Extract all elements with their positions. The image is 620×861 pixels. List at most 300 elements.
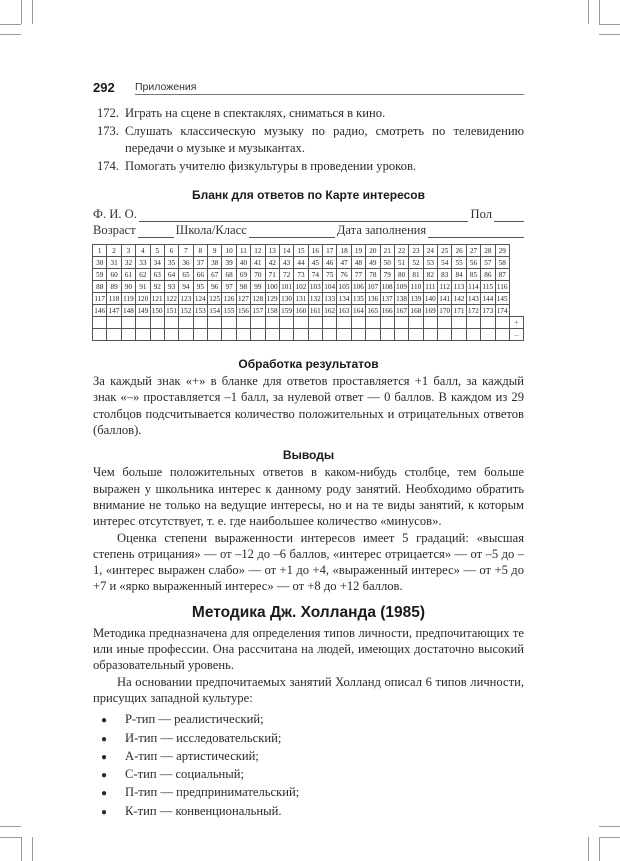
sex-field[interactable] [494, 209, 524, 222]
grid-cell-number: 173 [482, 306, 494, 315]
grid-row [93, 305, 524, 317]
grid-cell-number: 95 [193, 281, 207, 293]
grid-row-plus [93, 317, 524, 329]
grid-spacer [509, 269, 523, 281]
grid-spacer [509, 281, 523, 293]
grid-answer-cell[interactable] [294, 317, 308, 329]
minus-sign-label: – [509, 329, 523, 341]
grid-cell-number: 46 [323, 257, 337, 269]
grid-cell-number: 65 [179, 269, 193, 281]
grid-cell-number: 72 [279, 269, 293, 281]
grid-cell-number: 12 [251, 245, 265, 257]
grid-cell-number: 133 [324, 294, 336, 303]
grid-cell-number: 160 [295, 306, 307, 315]
grid-answer-cell[interactable] [107, 329, 121, 341]
grid-cell-number: 1 [93, 245, 107, 257]
grid-cell-number: 147 [108, 306, 120, 315]
grid-answer-cell[interactable] [193, 317, 207, 329]
grid-cell-number: 71 [265, 269, 279, 281]
grid-cell-number: 143 [468, 294, 479, 303]
grid-cell-number: 74 [308, 269, 322, 281]
grid-cell-number: 121 [151, 294, 163, 303]
grid-cell-number: 84 [452, 269, 466, 281]
grid-cell-number: 87 [495, 269, 509, 281]
holland-types-list [93, 711, 524, 821]
bullet-icon: ● [101, 715, 108, 727]
grid-cell-number: 171 [453, 306, 465, 315]
grid-answer-cell[interactable] [308, 317, 322, 329]
item-number: 173. [96, 124, 119, 139]
grid-cell-number: 174 [496, 306, 508, 315]
grid-answer-cell[interactable] [481, 317, 495, 329]
grid-cell-number: 63 [150, 269, 164, 281]
grid-cell-number: 90 [121, 281, 135, 293]
grid-answer-cell[interactable] [222, 329, 236, 341]
grid-cell-number: 153 [194, 306, 206, 315]
grid-cell-number: 26 [452, 245, 466, 257]
grid-cell-number: 102 [295, 282, 307, 291]
grid-cell-number: 113 [453, 282, 465, 291]
grid-cell-number: 68 [222, 269, 236, 281]
list-item [93, 803, 524, 821]
grid-cell-number: 28 [481, 245, 495, 257]
running-title: Приложения [135, 81, 197, 93]
grid-cell-number: 115 [482, 282, 494, 291]
list-item [93, 748, 524, 766]
grid-cell-number: 75 [323, 269, 337, 281]
grid-cell-number: 146 [94, 306, 106, 315]
grid-cell-number: 60 [107, 269, 121, 281]
grid-answer-cell[interactable] [380, 329, 394, 341]
grid-cell-number: 105 [338, 282, 350, 291]
grid-answer-cell[interactable] [366, 317, 380, 329]
item-number: 174. [96, 158, 119, 173]
grid-answer-cell[interactable] [323, 317, 337, 329]
grid-cell-number: 172 [468, 306, 479, 315]
plus-sign-label: + [509, 317, 523, 329]
type-label: И-тип — исследовательский; [125, 730, 282, 745]
list-item [89, 158, 524, 174]
grid-cell-number: 44 [294, 257, 308, 269]
grid-cell-number: 15 [294, 245, 308, 257]
grid-cell-number: 18 [337, 245, 351, 257]
grid-cell-number: 91 [136, 281, 150, 293]
grid-answer-cell[interactable] [236, 329, 250, 341]
answer-grid [92, 244, 524, 341]
grid-cell-number: 51 [394, 257, 408, 269]
grid-cell-number: 141 [439, 294, 451, 303]
grid-cell-number: 41 [251, 257, 265, 269]
grid-answer-cell[interactable] [308, 329, 322, 341]
item-number: 172. [96, 106, 119, 120]
name-field[interactable] [139, 209, 469, 222]
grid-cell-number: 150 [151, 306, 163, 315]
type-label: Р-тип — реалистический; [125, 712, 264, 727]
answer-form-title: Бланк для ответов по Карте интересов [191, 188, 425, 203]
type-label: К-тип — конвенциональный. [125, 803, 282, 818]
grid-cell-number: 79 [380, 269, 394, 281]
grid-answer-cell[interactable] [423, 317, 437, 329]
type-label: П-тип — предпринимательский; [125, 785, 300, 800]
grid-answer-cell[interactable] [279, 317, 293, 329]
grid-cell-number: 57 [481, 257, 495, 269]
grid-cell-number: 22 [394, 245, 408, 257]
grid-cell-number: 144 [482, 294, 494, 303]
grid-cell-number: 82 [423, 269, 437, 281]
grid-answer-cell[interactable] [394, 317, 408, 329]
grid-answer-cell[interactable] [265, 317, 279, 329]
grid-cell-number: 123 [180, 294, 192, 303]
grid-cell-number: 162 [324, 306, 336, 315]
grid-cell-number: 9 [208, 245, 222, 257]
grid-answer-cell[interactable] [438, 329, 452, 341]
list-item [89, 123, 524, 156]
grid-answer-cell[interactable] [208, 329, 222, 341]
grid-row [93, 281, 524, 293]
grid-answer-cell[interactable] [452, 329, 466, 341]
grid-answer-cell[interactable] [150, 329, 164, 341]
item-text: Помогать учителю физкультуры в проведении уроков. [125, 158, 417, 173]
bullet-icon: ● [101, 788, 108, 800]
page-number: 292 [93, 80, 115, 95]
grid-cell-number: 134 [338, 294, 350, 303]
grid-answer-cell[interactable] [107, 317, 121, 329]
grid-answer-cell[interactable] [121, 317, 135, 329]
grid-answer-cell[interactable] [380, 317, 394, 329]
conclusions-paragraph-2: Оценка степени выраженности интересов имеет 5 градаций: «высшая степень отрицания» — от –12 до –6 баллов, «интерес отрицается» — от –5 до –1, «интерес выражен слабо» — от +1 до +4, «выраженный интерес» — от +5 до +7 и «ярко выраженный интерес» — от +8 до +12 баллов. [93, 530, 524, 594]
grid-answer-cell[interactable] [222, 317, 236, 329]
holland-title: Методика Дж. Холланда (1985) [191, 603, 426, 621]
list-item [89, 105, 524, 121]
grid-cell-number: 40 [236, 257, 250, 269]
grid-answer-cell[interactable] [265, 329, 279, 341]
grid-cell-number: 50 [380, 257, 394, 269]
grid-answer-cell[interactable] [337, 329, 351, 341]
grid-cell-number: 32 [121, 257, 135, 269]
bullet-icon: ● [101, 733, 108, 745]
grid-cell-number: 27 [466, 245, 480, 257]
grid-cell-number: 4 [136, 245, 150, 257]
grid-cell-number: 14 [279, 245, 293, 257]
grid-cell-number: 152 [180, 306, 192, 315]
grid-answer-cell[interactable] [466, 329, 480, 341]
grid-cell-number: 24 [423, 245, 437, 257]
grid-cell-number: 122 [166, 294, 177, 303]
grid-answer-cell[interactable] [495, 329, 509, 341]
grid-cell-number: 117 [94, 294, 105, 303]
grid-cell-number: 20 [366, 245, 380, 257]
grid-cell-number: 126 [223, 294, 235, 303]
grid-cell-number: 47 [337, 257, 351, 269]
grid-answer-cell[interactable] [495, 317, 509, 329]
grid-cell-number: 167 [396, 306, 407, 315]
grid-cell-number: 43 [279, 257, 293, 269]
grid-cell-number: 130 [281, 294, 292, 303]
grid-answer-cell[interactable] [251, 329, 265, 341]
grid-cell-number: 138 [396, 294, 407, 303]
grid-cell-number: 106 [353, 282, 364, 291]
bullet-icon: ● [101, 806, 108, 818]
grid-cell-number: 5 [150, 245, 164, 257]
grid-cell-number: 136 [367, 294, 379, 303]
grid-cell-number: 54 [438, 257, 452, 269]
grid-cell-number: 11 [236, 245, 250, 257]
grid-answer-cell[interactable] [164, 329, 178, 341]
grid-cell-number: 52 [409, 257, 423, 269]
numbered-list [93, 105, 524, 174]
grid-cell-number: 104 [324, 282, 336, 291]
grid-answer-cell[interactable] [279, 329, 293, 341]
grid-spacer [509, 305, 523, 317]
grid-cell-number: 148 [123, 306, 134, 315]
sex-label: Пол [470, 207, 492, 222]
grid-answer-cell[interactable] [351, 317, 365, 329]
grid-cell-number: 99 [251, 281, 265, 293]
grid-spacer [509, 257, 523, 269]
grid-cell-number: 98 [236, 281, 250, 293]
grid-cell-number: 155 [223, 306, 235, 315]
grid-answer-cell[interactable] [337, 317, 351, 329]
grid-cell-number: 16 [308, 245, 322, 257]
page-header [93, 80, 524, 96]
grid-cell-number: 132 [309, 294, 321, 303]
grid-cell-number: 48 [351, 257, 365, 269]
bullet-icon: ● [101, 770, 108, 782]
grid-cell-number: 3 [121, 245, 135, 257]
grid-row [93, 245, 524, 257]
list-item [93, 711, 524, 729]
date-field[interactable] [428, 225, 524, 238]
grid-cell-number: 37 [193, 257, 207, 269]
grid-cell-number: 127 [238, 294, 249, 303]
grid-cell-number: 142 [453, 294, 465, 303]
grid-cell-number: 164 [353, 306, 364, 315]
grid-answer-cell[interactable] [93, 317, 107, 329]
grid-answer-cell[interactable] [164, 317, 178, 329]
grid-answer-cell[interactable] [136, 317, 150, 329]
grid-cell-number: 125 [209, 294, 221, 303]
grid-answer-cell[interactable] [121, 329, 135, 341]
grid-cell-number: 35 [164, 257, 178, 269]
grid-cell-number: 114 [468, 282, 479, 291]
grid-spacer [509, 293, 523, 305]
grid-cell-number: 21 [380, 245, 394, 257]
grid-cell-number: 169 [424, 306, 436, 315]
grid-cell-number: 61 [121, 269, 135, 281]
grid-cell-number: 111 [423, 281, 437, 293]
grid-cell-number: 17 [323, 245, 337, 257]
grid-answer-cell[interactable] [409, 329, 423, 341]
form-line-name [93, 206, 524, 222]
grid-answer-cell[interactable] [179, 329, 193, 341]
grid-cell-number: 157 [252, 306, 264, 315]
grid-cell-number: 62 [136, 269, 150, 281]
grid-cell-number: 163 [338, 306, 350, 315]
grid-row [93, 293, 524, 305]
grid-answer-cell[interactable] [150, 317, 164, 329]
grid-cell-number: 8 [193, 245, 207, 257]
grid-answer-cell[interactable] [323, 329, 337, 341]
grid-answer-cell[interactable] [351, 329, 365, 341]
grid-answer-cell[interactable] [438, 317, 452, 329]
grid-cell-number: 110 [410, 282, 422, 291]
grid-cell-number: 29 [495, 245, 509, 257]
list-item [93, 730, 524, 748]
grid-cell-number: 96 [208, 281, 222, 293]
form-line-details [93, 222, 524, 238]
grid-cell-number: 6 [164, 245, 178, 257]
grid-cell-number: 33 [136, 257, 150, 269]
grid-cell-number: 161 [309, 306, 321, 315]
grid-cell-number: 66 [193, 269, 207, 281]
grid-cell-number: 19 [351, 245, 365, 257]
grid-answer-cell[interactable] [93, 329, 107, 341]
processing-text: За каждый знак «+» в бланке для ответов проставляется +1 балл, за каждый знак «–» проставляется –1 балл, за нулевой ответ — 0 баллов. В каждом из 29 столбцов подсчитывается количество положительных и отрицательных ответов (баллов). [93, 374, 524, 438]
grid-row [93, 257, 524, 269]
grid-cell-number: 128 [252, 294, 264, 303]
grid-cell-number: 159 [281, 306, 292, 315]
type-label: А-тип — артистический; [125, 748, 259, 763]
grid-cell-number: 13 [265, 245, 279, 257]
name-label: Ф. И. О. [93, 207, 137, 222]
grid-cell-number: 30 [93, 257, 107, 269]
grid-row [93, 269, 524, 281]
grid-cell-number: 151 [166, 306, 177, 315]
grid-cell-number: 53 [423, 257, 437, 269]
school-field[interactable] [249, 225, 335, 238]
grid-cell-number: 77 [351, 269, 365, 281]
grid-cell-number: 2 [107, 245, 121, 257]
grid-answer-cell[interactable] [366, 329, 380, 341]
grid-cell-number: 139 [410, 294, 422, 303]
grid-cell-number: 170 [439, 306, 451, 315]
grid-cell-number: 135 [353, 294, 364, 303]
grid-cell-number: 154 [209, 306, 221, 315]
grid-cell-number: 64 [164, 269, 178, 281]
grid-cell-number: 145 [496, 294, 508, 303]
grid-cell-number: 80 [394, 269, 408, 281]
grid-cell-number: 97 [222, 281, 236, 293]
grid-cell-number: 107 [367, 282, 379, 291]
grid-answer-cell[interactable] [236, 317, 250, 329]
grid-answer-cell[interactable] [394, 329, 408, 341]
grid-cell-number: 149 [137, 306, 149, 315]
age-field[interactable] [138, 225, 174, 238]
grid-answer-cell[interactable] [452, 317, 466, 329]
grid-cell-number: 73 [294, 269, 308, 281]
grid-cell-number: 70 [251, 269, 265, 281]
grid-cell-number: 45 [308, 257, 322, 269]
list-item [93, 784, 524, 802]
bullet-icon: ● [101, 751, 108, 763]
grid-cell-number: 69 [236, 269, 250, 281]
grid-cell-number: 89 [107, 281, 121, 293]
grid-cell-number: 76 [337, 269, 351, 281]
grid-cell-number: 83 [438, 269, 452, 281]
grid-answer-cell[interactable] [193, 329, 207, 341]
grid-answer-cell[interactable] [466, 317, 480, 329]
grid-cell-number: 23 [409, 245, 423, 257]
grid-row-minus [93, 329, 524, 341]
grid-cell-number: 7 [179, 245, 193, 257]
grid-cell-number: 92 [150, 281, 164, 293]
grid-cell-number: 10 [222, 245, 236, 257]
grid-cell-number: 109 [396, 282, 407, 291]
list-item [93, 766, 524, 784]
grid-cell-number: 34 [150, 257, 164, 269]
grid-cell-number: 137 [381, 294, 393, 303]
holland-paragraph-2: На основании предпочитаемых занятий Холланд описал 6 типов личности, присущих западной культуре: [93, 674, 524, 705]
date-label: Дата заполнения [336, 223, 427, 238]
grid-spacer [509, 245, 523, 257]
type-label: С-тип — социальный; [125, 767, 245, 782]
grid-cell-number: 78 [366, 269, 380, 281]
age-label: Возраст [93, 223, 136, 238]
grid-cell-number: 158 [266, 306, 278, 315]
conclusions-paragraph-1: Чем больше положительных ответов в каком-нибудь столбце, тем больше выражен у школьника интерес к данному роду занятий. Необходимо обратить внимание не только на ведущие интересы, но и на те виды занятий, к которым интерес отсутствует, т. е. где наибольшее количество «минусов». [93, 465, 524, 529]
grid-answer-cell[interactable] [423, 329, 437, 341]
grid-cell-number: 85 [466, 269, 480, 281]
grid-cell-number: 108 [381, 282, 393, 291]
grid-cell-number: 124 [194, 294, 206, 303]
grid-cell-number: 31 [107, 257, 121, 269]
grid-cell-number: 94 [179, 281, 193, 293]
grid-answer-cell[interactable] [251, 317, 265, 329]
grid-answer-cell[interactable] [136, 329, 150, 341]
grid-cell-number: 59 [93, 269, 107, 281]
grid-cell-number: 156 [238, 306, 249, 315]
grid-cell-number: 165 [367, 306, 379, 315]
grid-cell-number: 168 [410, 306, 422, 315]
grid-answer-cell[interactable] [208, 317, 222, 329]
grid-cell-number: 88 [93, 281, 107, 293]
grid-cell-number: 55 [452, 257, 466, 269]
grid-answer-cell[interactable] [409, 317, 423, 329]
grid-cell-number: 93 [164, 281, 178, 293]
grid-cell-number: 103 [309, 282, 321, 291]
grid-cell-number: 116 [496, 282, 508, 291]
conclusions-title: Выводы [282, 448, 335, 463]
grid-cell-number: 131 [295, 294, 307, 303]
holland-paragraph-1: Методика предназначена для определения типов личности, предпочитающих те или иные профессии. Она рассчитана на людей, имеющих достаточно высокий образовательный уровень. [93, 625, 524, 673]
grid-cell-number: 118 [108, 294, 120, 303]
grid-cell-number: 56 [466, 257, 480, 269]
grid-cell-number: 112 [439, 282, 450, 291]
grid-answer-cell[interactable] [294, 329, 308, 341]
grid-cell-number: 101 [281, 282, 292, 291]
grid-cell-number: 25 [438, 245, 452, 257]
page-content [93, 105, 524, 821]
grid-cell-number: 119 [123, 294, 134, 303]
grid-cell-number: 58 [495, 257, 509, 269]
grid-cell-number: 67 [208, 269, 222, 281]
grid-cell-number: 38 [208, 257, 222, 269]
grid-cell-number: 166 [381, 306, 393, 315]
header-rule [135, 94, 524, 95]
grid-cell-number: 81 [409, 269, 423, 281]
grid-cell-number: 120 [137, 294, 149, 303]
school-label: Школа/Класс [175, 223, 247, 238]
grid-cell-number: 42 [265, 257, 279, 269]
item-text: Слушать классическую музыку по радио, смотреть по телевидению передачи о музыке и музыкантах. [125, 124, 524, 155]
grid-cell-number: 36 [179, 257, 193, 269]
processing-title: Обработка результатов [238, 357, 379, 372]
grid-cell-number: 100 [266, 282, 278, 291]
grid-cell-number: 49 [366, 257, 380, 269]
grid-answer-cell[interactable] [481, 329, 495, 341]
grid-answer-cell[interactable] [179, 317, 193, 329]
grid-cell-number: 39 [222, 257, 236, 269]
